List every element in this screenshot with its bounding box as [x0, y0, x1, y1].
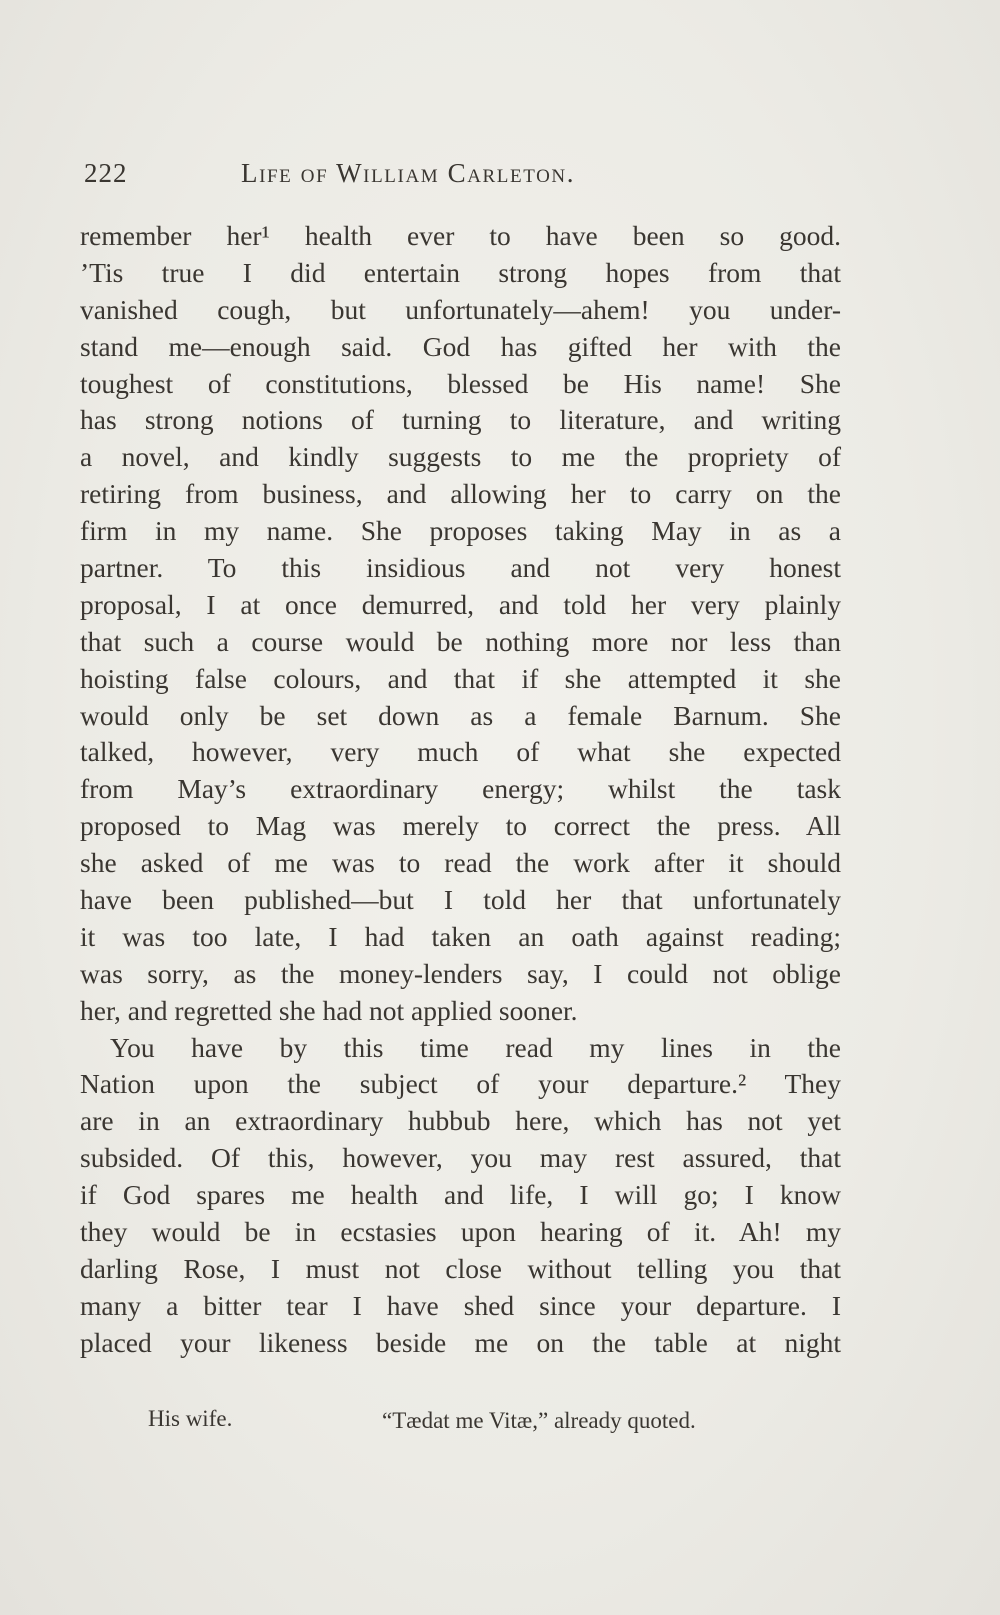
footnote-2: “Tædat me Vitæ,” already quoted. [382, 1408, 696, 1433]
text-line: firm in my name. She proposes taking May in as a [80, 515, 841, 547]
text-line: talked, however, very much of what she expected [80, 736, 841, 768]
text-line: proposed to Mag was merely to correct the press. All [80, 810, 841, 842]
text-line: many a bitter tear I have shed since your departure. I [80, 1289, 841, 1321]
text-line: a novel, and kindly suggests to me the propriety of [80, 441, 841, 473]
text-line: placed your likeness beside me on the table at night [80, 1326, 841, 1358]
text-line: it was too late, I had taken an oath against reading; [80, 920, 841, 952]
text-line: has strong notions of turning to literature, and writing [80, 404, 841, 436]
text-line: would only be set down as a female Barnum. She [80, 699, 841, 731]
text-line: retiring from business, and allowing her to carry on the [80, 478, 841, 510]
page-number: 222 [84, 158, 128, 188]
page-header [84, 158, 844, 198]
text-line: You have by this time read my lines in the [110, 1031, 841, 1063]
body-text [80, 218, 841, 1362]
text-line: hoisting false colours, and that if she attempted it she [80, 662, 841, 694]
text-line: that such a course would be nothing more nor less than [80, 625, 841, 657]
text-line: was sorry, as the money-lenders say, I could not oblige [80, 957, 841, 989]
text-line: are in an extraordinary hubbub here, which has not yet [80, 1105, 841, 1137]
text-line: toughest of constitutions, blessed be His name! She [80, 367, 841, 399]
text-line: if God spares me health and life, I will go; I know [80, 1179, 841, 1211]
text-line: from May’s extraordinary energy; whilst the task [80, 773, 841, 805]
text-line: partner. To this insidious and not very honest [80, 552, 841, 584]
text-line: they would be in ecstasies upon hearing of it. Ah! my [80, 1216, 841, 1248]
text-line: have been published—but I told her that unfortunately [80, 884, 841, 916]
text-line: proposal, I at once demurred, and told her very plainly [80, 588, 841, 620]
text-line: ’Tis true I did entertain strong hopes from that [80, 256, 841, 288]
text-line: remember her¹ health ever to have been so good. [80, 220, 841, 251]
text-line: darling Rose, I must not close without telling you that [80, 1252, 841, 1284]
text-line: her, and regretted she had not applied sooner. [80, 994, 578, 1026]
text-line: she asked of me was to read the work after it should [80, 847, 841, 879]
text-line: vanished cough, but unfortunately—ahem! you under- [80, 293, 841, 325]
text-line: Nation upon the subject of your departure.² They [80, 1068, 841, 1100]
text-line: subsided. Of this, however, you may rest assured, that [80, 1142, 841, 1174]
footnote-1: His wife. [148, 1406, 233, 1431]
running-title: Life of William Carleton. [241, 158, 576, 188]
text-line: stand me—enough said. God has gifted her with the [80, 330, 841, 362]
